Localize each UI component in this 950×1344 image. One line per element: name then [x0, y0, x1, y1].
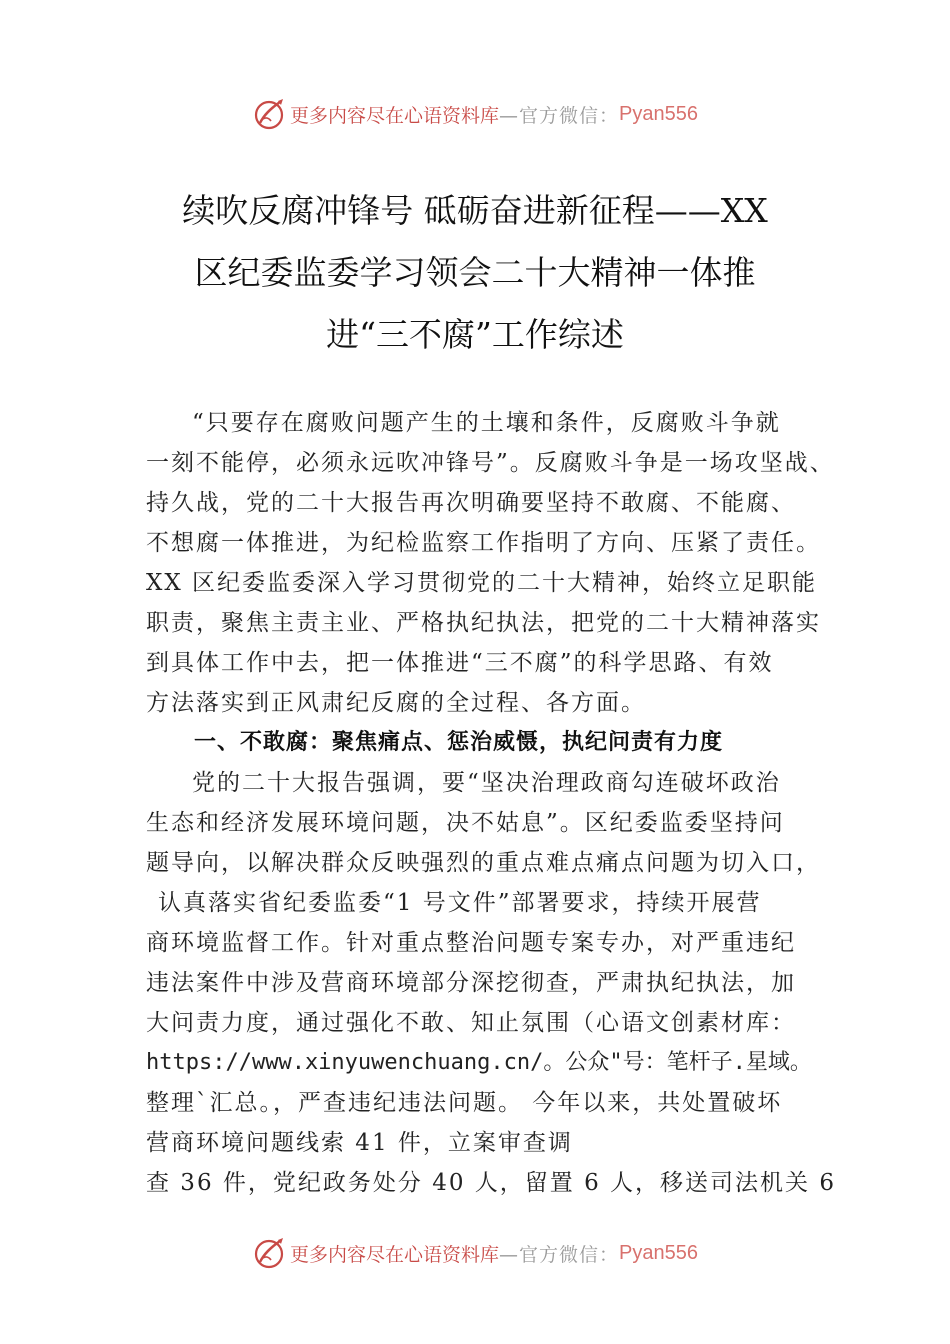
- body-line: XX 区纪委监委深入学习贯彻党的二十大精神，始终立足职能: [146, 570, 818, 596]
- section-heading: 一、不敢腐：聚焦痛点、惩治威慑，执纪问责有力度: [194, 730, 724, 755]
- title-line: 区纪委监委学习领会二十大精神一体推: [194, 253, 756, 292]
- watermark-sep-text: —官方微信：: [499, 104, 620, 127]
- body-line: 到具体工作中去，把一体推进“三不腐”的科学思路、有效: [146, 650, 774, 676]
- title-line: 续吹反腐冲锋号 砥砺奋进新征程——XX: [182, 191, 768, 230]
- watermark-main-text: 更多内容尽在心语资料库: [290, 1243, 500, 1266]
- watermark-banner-top: [0, 94, 950, 134]
- body-line: 题导向，以解决群众反映强烈的重点难点痛点问题为切入口，: [146, 850, 821, 876]
- body-line: “只要存在腐败问题产生的土壤和条件，反腐败斗争就: [192, 410, 781, 436]
- body-line: 持久战，党的二十大报告再次明确要坚持不敢腐、不能腐、: [146, 490, 796, 516]
- body-line: 不想腐一体推进，为纪检监察工作指明了方向、压紧了责任。: [146, 530, 821, 556]
- brush-logo-icon: [252, 97, 286, 131]
- document-body: [146, 403, 836, 1203]
- body-line: 方法落实到正风肃纪反腐的全过程、各方面。: [146, 690, 646, 716]
- body-line: 商环境监督工作。针对重点整治问题专案专办，对严重违纪: [146, 930, 796, 956]
- body-line: 一刻不能停，必须永远吹冲锋号”。反腐败斗争是一场攻坚战、: [146, 450, 835, 476]
- body-line: 党的二十大报告强调，要“坚决治理政商勾连破坏政治: [192, 770, 781, 796]
- body-line: 认真落实省纪委监委“1 号文件”部署要求，持续开展营: [158, 890, 762, 916]
- document-title: [140, 180, 810, 366]
- body-line: 违法案件中涉及营商环境部分深挖彻查，严肃执纪执法，加: [146, 970, 796, 996]
- body-line: 大问责力度，通过强化不敢、知止氛围（心语文创素材库：: [146, 1010, 796, 1036]
- brush-logo-icon: [252, 1236, 286, 1270]
- watermark-id-text: Pyan556: [619, 102, 698, 125]
- body-line-url: https://www.xinyuwenchuang.cn/。公众"号：笔杆子.星域。: [146, 1050, 812, 1075]
- body-line: 生态和经济发展环境问题，决不姑息”。区纪委监委坚持问: [146, 810, 785, 836]
- body-line: 查 36 件，党纪政务处分 40 人，留置 6 人，移送司法机关 6: [146, 1170, 836, 1196]
- body-line: 职责，聚焦主责主业、严格执纪执法，把党的二十大精神落实: [146, 610, 821, 636]
- watermark-sep-text: —官方微信：: [499, 1243, 620, 1266]
- body-line: 营商环境问题线索 41 件，立案审查调: [146, 1130, 573, 1156]
- watermark-id-text: Pyan556: [619, 1241, 698, 1264]
- body-line: 整理`汇总。，严查违纪违法问题。 今年以来，共处置破坏: [146, 1090, 783, 1116]
- title-line: 进“三不腐”工作综述: [326, 315, 624, 354]
- watermark-banner-bottom: [0, 1233, 950, 1273]
- watermark-main-text: 更多内容尽在心语资料库: [290, 104, 500, 127]
